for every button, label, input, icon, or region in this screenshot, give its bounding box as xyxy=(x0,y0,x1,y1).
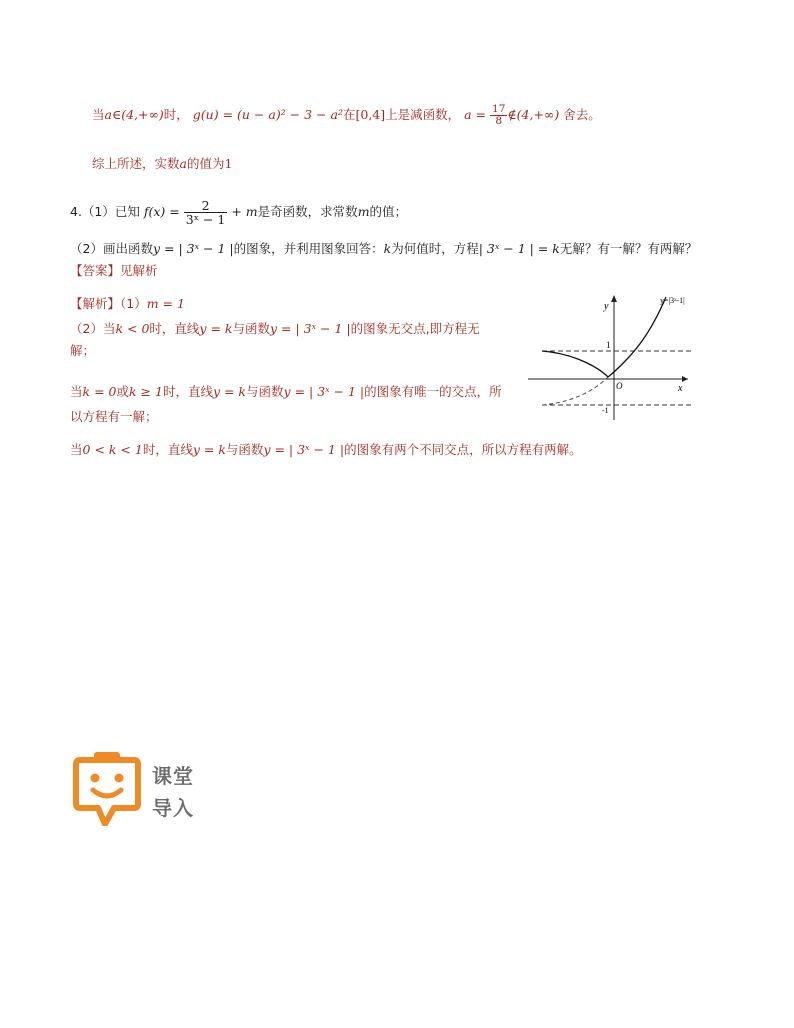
condition: k ≥ 1 xyxy=(128,384,163,399)
text: 的值为 xyxy=(186,156,225,171)
function-graph xyxy=(528,285,696,420)
speech-bubble-smile-icon xyxy=(72,752,142,826)
denominator: 8 xyxy=(495,115,503,128)
text: 当 xyxy=(70,384,83,399)
numerator: 17 xyxy=(492,103,506,115)
y-label: y xyxy=(604,301,609,312)
function-expr: y = | 3ˣ − 1 | xyxy=(263,442,345,457)
text: 时，直线 xyxy=(149,321,200,336)
x-axis-arrow xyxy=(682,376,688,382)
origin-label: O xyxy=(616,381,623,391)
function-expr: y = | 3ˣ − 1 | xyxy=(152,241,234,256)
smile xyxy=(93,790,121,796)
condition: a∈(4,+∞) xyxy=(104,107,164,123)
question-4-part-2 xyxy=(70,240,697,258)
text: 与函数 xyxy=(246,384,284,399)
footer-title-line-2: 导入 xyxy=(152,796,194,820)
y-axis-arrow xyxy=(611,295,617,302)
var-a: a xyxy=(179,156,187,171)
text: 综上所述，实数 xyxy=(92,156,180,171)
text: 当 xyxy=(70,442,83,457)
text: 为何值时，方程 xyxy=(391,241,479,256)
analysis-line-3 xyxy=(70,383,502,401)
condition: 0 < k < 1 xyxy=(82,442,143,457)
text: 是奇函数，求常数 xyxy=(257,204,358,220)
text: 时， xyxy=(163,107,189,123)
fraction-17-8 xyxy=(490,104,507,127)
text: 上是减函数， xyxy=(385,107,461,123)
interval: [0,4] xyxy=(355,107,386,123)
text: 与函数 xyxy=(232,321,270,336)
text: 无解？有一解？有两解？ xyxy=(559,241,698,256)
answer-text: 见解析 xyxy=(120,263,158,278)
not-in: ∉(4,+∞) xyxy=(507,107,560,123)
text: 舍去。 xyxy=(563,107,601,123)
analysis-line-2 xyxy=(70,320,480,338)
solution-line-1 xyxy=(92,104,601,127)
condition: k = 0 xyxy=(82,384,117,399)
numerator: 2 xyxy=(184,199,228,213)
text: 4.（1）已知 xyxy=(70,204,140,220)
analysis-line-1 xyxy=(70,295,185,313)
text: 时，直线 xyxy=(162,384,213,399)
var-m: m xyxy=(357,204,370,220)
text: 解； xyxy=(70,343,96,358)
question-4-part-1 xyxy=(70,199,407,226)
text: 与函数 xyxy=(225,442,264,457)
function-expr: y = | 3ˣ − 1 | xyxy=(283,384,365,399)
denominator: 3ˣ − 1 xyxy=(185,212,226,228)
text: 的图象无交点,即方程无 xyxy=(350,321,480,336)
line-eq: y = k xyxy=(212,384,247,399)
plus-m: + m xyxy=(231,204,258,220)
answer-label: 【答案】 xyxy=(70,263,121,278)
analysis-label: 【解析】 xyxy=(70,296,121,311)
bubble-tab xyxy=(94,752,120,762)
text: 或 xyxy=(116,384,129,399)
var-k: k xyxy=(383,241,392,256)
a-eq: a = xyxy=(464,107,487,123)
text: 在 xyxy=(342,107,356,123)
function-expr: g(u) = (u − a)² − 3 − a² xyxy=(192,107,343,123)
equation: | 3ˣ − 1 | = k xyxy=(478,241,560,256)
text: 的图象有唯一的交点，所 xyxy=(364,384,502,399)
curve-label: y=|3ˣ-1| xyxy=(660,296,685,305)
analysis-line-3b xyxy=(70,408,158,426)
eye-left xyxy=(91,774,100,783)
answer-line xyxy=(70,262,158,280)
footer-title-line-1: 课堂 xyxy=(152,764,194,788)
fx: f(x) = xyxy=(143,204,180,220)
text: 的值； xyxy=(369,204,408,220)
function-expr: y = | 3ˣ − 1 | xyxy=(270,321,351,336)
text: （2）画出函数 xyxy=(70,241,153,256)
line-eq: y = k xyxy=(192,442,226,457)
tick-1: 1 xyxy=(606,340,611,350)
text: 的图象有两个不同交点，所以方程有两解。 xyxy=(344,442,582,457)
text: （2）当 xyxy=(70,321,116,336)
eye-right xyxy=(115,774,124,783)
x-label: x xyxy=(678,383,683,394)
curve-3x-1-dashed xyxy=(542,377,608,405)
text: 以方程有一解； xyxy=(70,409,158,424)
text: （1） xyxy=(120,296,147,311)
fraction xyxy=(184,199,228,226)
text: 当 xyxy=(92,107,105,123)
m-value: m = 1 xyxy=(146,296,185,311)
value: 1 xyxy=(224,156,233,171)
text: 时，直线 xyxy=(142,442,193,457)
bubble-outline xyxy=(76,760,138,824)
line-eq: y = k xyxy=(199,321,233,336)
tick-neg1: -1 xyxy=(602,406,609,415)
condition: k < 0 xyxy=(115,321,150,336)
text: 的图象，并利用图象回答： xyxy=(233,241,384,256)
analysis-line-2b xyxy=(70,342,95,360)
analysis-line-4 xyxy=(70,441,582,459)
solution-line-2 xyxy=(92,155,232,173)
